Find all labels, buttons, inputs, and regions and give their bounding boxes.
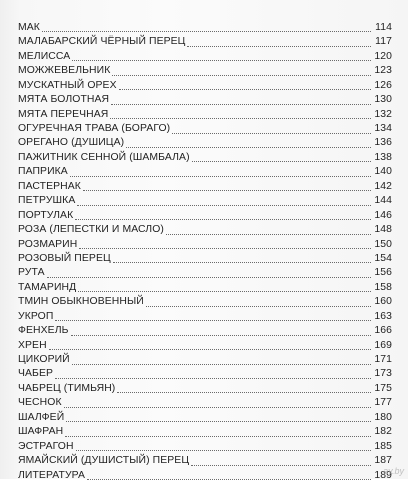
toc-entry	[18, 21, 392, 35]
toc-entry	[18, 180, 392, 194]
toc-dot-leader	[87, 478, 371, 480]
toc-dot-leader	[71, 334, 371, 336]
toc-dot-leader	[72, 363, 371, 365]
toc-entry	[18, 151, 392, 165]
toc-entry	[18, 165, 392, 179]
toc-entry-page: 185	[374, 440, 392, 452]
toc-dot-leader	[55, 319, 371, 321]
toc-entry-title: ЧАБРЕЦ (ТИМЬЯН)	[18, 382, 116, 394]
toc-dot-leader	[191, 464, 371, 466]
toc-entry	[18, 469, 392, 483]
toc-entry	[18, 137, 392, 151]
toc-entry-title: ТАМАРИНД	[18, 281, 77, 293]
toc-entry-page: 140	[374, 166, 392, 178]
toc-entry-page: 120	[374, 50, 392, 62]
toc-entry-title: МАК	[18, 21, 40, 33]
toc-entry-title: РОЗА (ЛЕПЕСТКИ И МАСЛО)	[18, 224, 164, 236]
toc-entry	[18, 353, 392, 367]
toc-dot-leader	[111, 103, 371, 105]
toc-dot-leader	[77, 204, 371, 206]
toc-dot-leader	[126, 146, 371, 148]
toc-entry-title: РОЗМАРИН	[18, 238, 78, 250]
watermark-text: ay.by	[383, 466, 404, 476]
toc-entry	[18, 209, 392, 223]
toc-entry-title: ЭСТРАГОН	[18, 440, 74, 452]
toc-entry-page: 132	[374, 108, 392, 120]
toc-dot-leader	[42, 30, 371, 32]
toc-entry	[18, 122, 392, 136]
toc-entry-page: 130	[374, 94, 392, 106]
toc-dot-leader	[75, 218, 371, 220]
toc-entry-title: ПОРТУЛАК	[18, 209, 74, 221]
toc-entry-title: МОЖЖЕВЕЛЬНИК	[18, 65, 111, 77]
toc-dot-leader	[72, 59, 371, 61]
toc-entry	[18, 281, 392, 295]
toc-entry	[18, 35, 392, 49]
toc-dot-leader	[113, 261, 371, 263]
toc-entry-page: 158	[374, 281, 392, 293]
toc-entry-title: МЯТА ПЕРЕЧНАЯ	[18, 108, 109, 120]
toc-entry-page: 182	[374, 426, 392, 438]
toc-entry-title: ЯМАЙСКИЙ (ДУШИСТЫЙ) ПЕРЕЦ	[18, 455, 190, 467]
toc-entry	[18, 440, 392, 454]
toc-entry	[18, 79, 392, 93]
toc-entry-page: 138	[374, 151, 392, 163]
toc-entry	[18, 295, 392, 309]
toc-entry-page: 156	[374, 267, 392, 279]
toc-entry	[18, 266, 392, 280]
toc-entry-page: 134	[374, 123, 392, 135]
toc-entry-title: РОЗОВЫЙ ПЕРЕЦ	[18, 252, 111, 264]
toc-entry-page: 173	[374, 368, 392, 380]
toc-entry-page: 144	[374, 195, 392, 207]
toc-entry-page: 171	[374, 354, 392, 366]
toc-entry-title: МУСКАТНЫЙ ОРЕХ	[18, 79, 117, 91]
toc-entry-page: 123	[374, 65, 392, 77]
toc-entry-page: 154	[374, 252, 392, 264]
toc-entry-page: 146	[374, 209, 392, 221]
toc-entry-page: 117	[375, 36, 392, 48]
toc-entry	[18, 324, 392, 338]
toc-entry-title: ОГУРЕЧНАЯ ТРАВА (БОРАГО)	[18, 123, 171, 135]
toc-entry	[18, 238, 392, 252]
toc-dot-leader	[66, 420, 371, 422]
toc-entry-title: ЧЕСНОК	[18, 397, 62, 409]
toc-dot-leader	[55, 377, 371, 379]
toc-entry-page: 160	[374, 296, 392, 308]
toc-entry	[18, 108, 392, 122]
toc-entry-page: 163	[374, 310, 392, 322]
toc-entry-page: 189	[374, 469, 392, 481]
toc-entry	[18, 454, 392, 468]
toc-dot-leader	[83, 189, 371, 191]
toc-entry	[18, 50, 392, 64]
toc-entry-page: 148	[374, 224, 392, 236]
toc-entry-title: ПАЖИТНИК СЕННОЙ (ШАМБАЛА)	[18, 151, 190, 163]
toc-entry-title: ЧАБЕР	[18, 368, 54, 380]
toc-entry-title: ПЕТРУШКА	[18, 195, 76, 207]
toc-entry	[18, 396, 392, 410]
toc-entry-title: ПАСТЕРНАК	[18, 180, 81, 192]
toc-dot-leader	[192, 160, 371, 162]
toc-entry	[18, 411, 392, 425]
toc-entry	[18, 93, 392, 107]
toc-entry	[18, 425, 392, 439]
toc-entry-page: 169	[374, 339, 392, 351]
toc-entry-title: РУТА	[18, 267, 45, 279]
toc-entry-title: ШАФРАН	[18, 426, 64, 438]
toc-entry-title: ПАПРИКА	[18, 166, 68, 178]
toc-entry-page: 150	[374, 238, 392, 250]
toc-entry-title: ФЕНХЕЛЬ	[18, 325, 69, 337]
toc-entry-page: 187	[374, 455, 392, 467]
toc-dot-leader	[78, 290, 371, 292]
toc-entry-title: ШАЛФЕЙ	[18, 411, 65, 423]
toc-entry-title: ЦИКОРИЙ	[18, 354, 70, 366]
toc-entry-title: УКРОП	[18, 310, 54, 322]
toc-entry-title: ОРЕГАНО (ДУШИЦА)	[18, 137, 125, 149]
toc-entry	[18, 339, 392, 353]
toc-dot-leader	[166, 233, 371, 235]
toc-dot-leader	[49, 348, 371, 350]
toc-entry-title: ТМИН ОБЫКНОВЕННЫЙ	[18, 296, 144, 308]
toc-entry-title: ХРЕН	[18, 339, 47, 351]
toc-dot-leader	[70, 175, 371, 177]
toc-dot-leader	[187, 45, 371, 47]
toc-entry-page: 177	[374, 397, 392, 409]
toc-entry-page: 142	[374, 180, 392, 192]
toc-entry-title: МЕЛИССА	[18, 50, 71, 62]
toc-entry-title: МЯТА БОЛОТНАЯ	[18, 94, 110, 106]
toc-entry	[18, 382, 392, 396]
toc-entry	[18, 310, 392, 324]
toc-entry	[18, 64, 392, 78]
toc-entry-title: МАЛАБАРСКИЙ ЧЁРНЫЙ ПЕРЕЦ	[18, 36, 186, 48]
toc-entry	[18, 223, 392, 237]
toc-entry-page: 180	[374, 411, 392, 423]
toc-dot-leader	[112, 74, 371, 76]
toc-entry-page: 175	[374, 382, 392, 394]
toc-dot-leader	[79, 247, 371, 249]
toc-dot-leader	[64, 406, 371, 408]
toc-entry-title: ЛИТЕРАТУРА	[18, 469, 86, 481]
toc-entry	[18, 368, 392, 382]
toc-dot-leader	[172, 132, 371, 134]
toc-dot-leader	[119, 88, 371, 90]
toc-entry-page: 126	[374, 79, 392, 91]
toc-dot-leader	[65, 435, 371, 437]
toc-entry-page: 114	[375, 21, 392, 33]
toc-entry-page: 136	[374, 137, 392, 149]
toc-dot-leader	[117, 391, 371, 393]
toc-dot-leader	[47, 276, 371, 278]
toc-entry	[18, 194, 392, 208]
toc-dot-leader	[110, 117, 371, 119]
toc-dot-leader	[76, 449, 371, 451]
toc-entry	[18, 252, 392, 266]
table-of-contents	[18, 21, 392, 483]
toc-dot-leader	[146, 305, 371, 307]
toc-entry-page: 166	[374, 325, 392, 337]
